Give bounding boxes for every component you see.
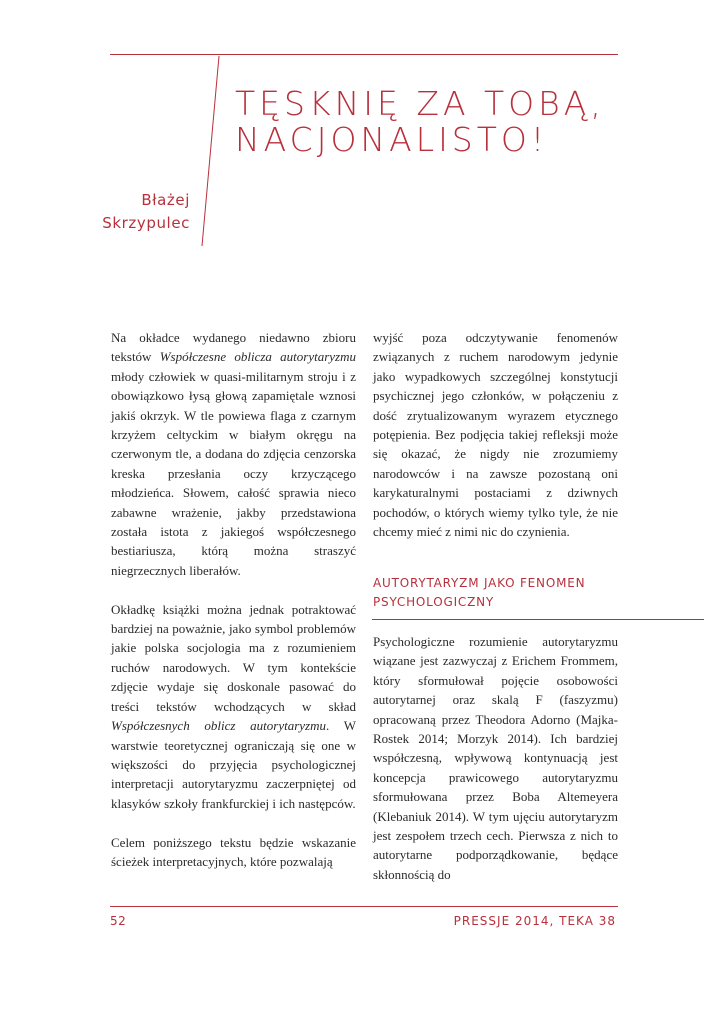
paragraph: Celem poniższego tekstu będzie wskazanie ścieżek interpretacyjnych, które pozwalają (111, 834, 356, 869)
section-body (373, 632, 618, 884)
author-first-name: Błażej (141, 191, 190, 209)
text-run: . W warstwie teoretycznej ograniczają się one w większości do przyjęcia psychologicznej interpretacji autorytaryzmu zaczerpniętej od klasyków szkoły frankfurckiej i ich następców. (111, 718, 356, 811)
author-last-name: Skrzypulec (102, 214, 190, 232)
section-heading-line-2: PSYCHOLOGICZNY (373, 595, 495, 609)
section-heading-line-1: AUTORYTARYZM JAKO FENOMEN (373, 576, 586, 590)
paragraph (111, 600, 356, 813)
article-title (235, 86, 635, 158)
text-run: Okładkę książki można jednak potraktować bardziej na poważnie, jako symbol problemów jakie polska socjologia ma z rozumieniem ruchów narodowych. W tym kontekście zdjęcie wydaje się doskonale pasować do treści tekstów wchodzących w skład (111, 601, 356, 714)
text-run: młody człowiek w quasi-militarnym stroju i z obowiązkowo łysą głową zapamiętale wznosi jakiś okrzyk. W tle powiewa flaga z czarnym krzyżem celtyckim w białym okręgu na czerwonym tle, a dodana do zdjęcia cenzorska kreska przesłania oczy krzyczącego młodzieńca. Słowem, całość sprawia nieco zabawne wrażenie, jakby przedstawiona została istota z jakiegoś współczesnego bestiariusza, którą można straszyć niegrzecznych liberałów. (111, 368, 356, 578)
running-footer: PRESSJE 2014, TEKA 38 (453, 914, 616, 928)
paragraph: wyjść poza odczytywanie fenomenów związanych z ruchem narodowym jedynie jako wypadkowych szczególnej konstytucji psychicznej jego członków, w połączeniu z dość zrytualizowanym wyrazem etycznego potępienia. Bez podjęcia takiej refleksji może się okazać, że nigdy nie zrozumiemy narodowców i na zawsze pozostaną oni karykaturalnymi postaciami z dziwnych pochodów, o których wiemy tylko tyle, że nie chcemy mieć z nimi nic do czynienia. (373, 330, 618, 540)
book-title: Współczesnych oblicz autorytaryzmu (111, 718, 326, 734)
right-column (373, 328, 618, 541)
author-byline (60, 189, 190, 235)
book-title: Współczesne oblicza autorytaryzmu (159, 349, 356, 365)
section-rule (372, 619, 704, 620)
text-run: Na okładce wydanego niedawno zbioru tekstów (111, 330, 356, 365)
paragraph (111, 328, 356, 580)
top-rule (110, 54, 618, 55)
title-line-1: TĘSKNIĘ ZA TOBĄ, (235, 84, 605, 123)
title-line-2: NACJONALISTO! (235, 120, 549, 159)
left-column (111, 328, 356, 871)
section-heading (373, 574, 673, 612)
bottom-rule (110, 906, 618, 907)
paragraph: Psychologiczne rozumienie autorytaryzmu wiązane jest zazwyczaj z Erichem Frommem, który sformułował pojęcie osobowości autorytarnej oraz skalą F (faszyzmu) opracowaną przez Theodora Adorno (Majka-Rostek 2014; Morzyk 2014). Ich bardziej współczesną, wpływową kontynuacją jest koncepcja prawicowego autorytaryzmu sformułowana przez Boba Altemeyera (Klebaniuk 2014). W tym ujęciu autorytaryzm jest zespołem trzech cech. Pierwsza z nich to autorytarne podporządkowanie, będące skłonnością do (373, 634, 618, 882)
page-number: 52 (110, 914, 127, 928)
